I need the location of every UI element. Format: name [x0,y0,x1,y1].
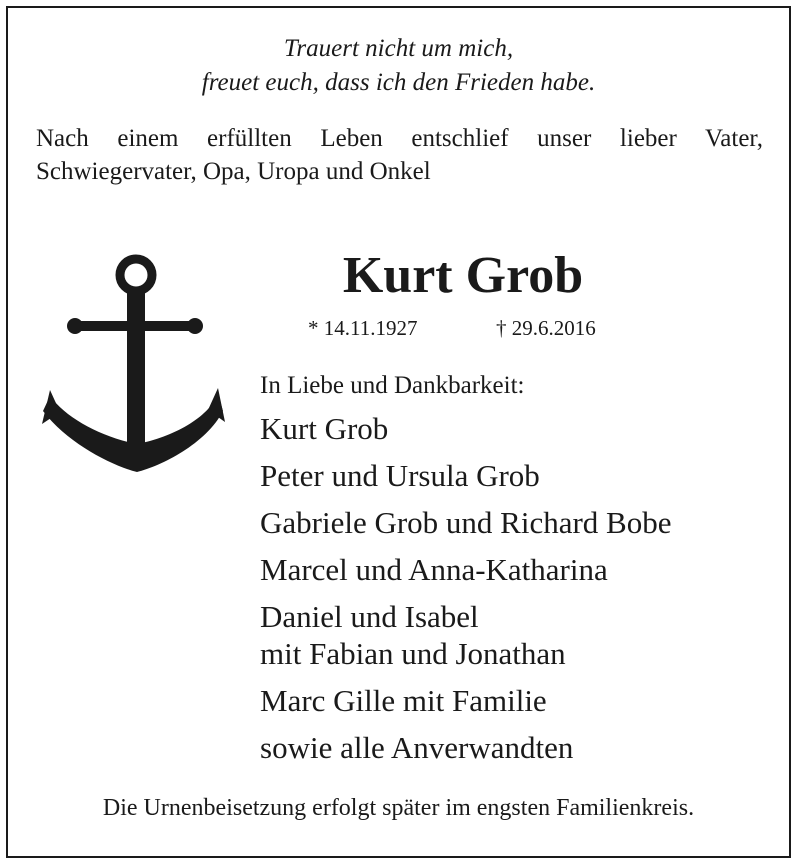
mourner-line: mit Fabian und Jonathan [260,636,566,671]
mourner-entry [260,504,672,541]
motto-line-2: freuet euch, dass ich den Frieden habe. [201,69,596,96]
death-date: † 29.6.2016 [496,316,596,340]
mourner-entry [260,682,672,719]
obituary-notice [6,6,791,858]
mourner-line: Daniel und Isabel [260,599,479,634]
mourner-entry [260,729,672,766]
anchor-icon [38,244,228,474]
mourner-entry [260,457,672,494]
mourner-line: Gabriele Grob und Richard Bobe [260,505,672,540]
intro-text: Nach einem erfüllten Leben entschlief unser lieber Vater, Schwiegervater, Opa, Uropa und Onkel [36,125,763,185]
burial-note: Die Urnenbeisetzung erfolgt später im engsten Familienkreis. [102,795,695,821]
mourner-line: Marcel und Anna-Katharina [260,552,608,587]
deceased-name: Kurt Grob [342,247,584,304]
mourner-entry [260,598,672,672]
mourner-line: Kurt Grob [260,411,389,446]
mourners-list [260,410,672,776]
anchor-icon-graphic [38,244,228,474]
mourner-entry [260,410,672,447]
mourner-entry [260,551,672,588]
mourner-line: Marc Gille mit Familie [260,683,547,718]
birth-date: * 14.11.1927 [308,316,418,340]
mourner-line: Peter und Ursula Grob [260,458,540,493]
mourner-line: sowie alle Anverwandten [260,730,574,765]
motto-line-1: Trauert nicht um mich, [283,35,514,62]
motto [8,32,789,100]
thanks-line: In Liebe und Dankbarkeit: [260,372,525,399]
